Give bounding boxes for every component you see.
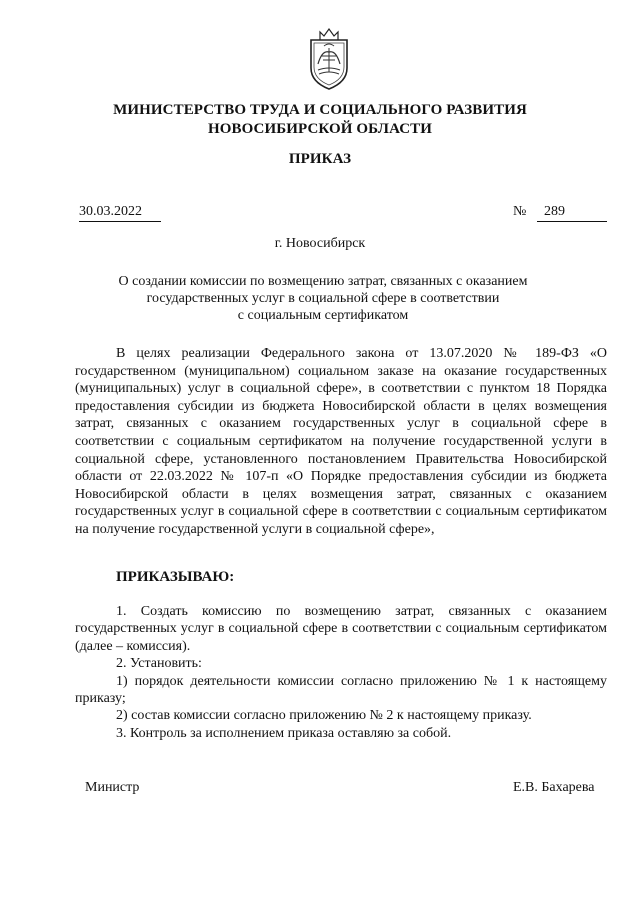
signatory-position: Министр xyxy=(85,780,140,795)
ministry-name xyxy=(60,101,580,139)
signatory-name: Е.В. Бахарева xyxy=(513,780,595,795)
subject-line-2: государственных услуг в социальной сфере в соответствии xyxy=(146,291,500,306)
order-item: 2) состав комиссии согласно приложению № 2 к настоящему приказу. xyxy=(116,708,532,724)
number-sign: № xyxy=(513,204,527,219)
order-word: ПРИКАЗЫВАЮ: xyxy=(116,569,235,585)
subject-line-1: О создании комиссии по возмещению затрат, связанных с оказанием xyxy=(118,274,528,289)
subject-line-3: с социальным сертификатом xyxy=(237,308,409,323)
order-item: 1) порядок деятельности комиссии согласно приложению № 1 к настоящему приказу; xyxy=(75,673,607,707)
order-items xyxy=(75,603,607,742)
city: г. Новосибирск xyxy=(274,236,366,251)
document-number: 289 xyxy=(544,204,565,219)
date-underline xyxy=(79,221,161,222)
preamble-paragraph: В целях реализации Федерального закона от 13.07.2020 № 189-ФЗ «О государственном (муниципальном) социальном заказе на оказание государственных (муниципальных) услуг в социальной сфере», в соответствии с пунктом 18 Порядка предоставления субсидии из бюджета Новосибирской области в целях возмещения затрат, связанных с оказанием государственных услуг в социальной сфере в соответствии с социальным сертификатом на получение государственной услуги в социальной сфере, установленного постановлением Правительства Новосибирской области от 22.03.2022 № 107-п «О Порядке предоставления субсидии из бюджета Новосибирской области в целях возмещения затрат, связанных с оказанием государственных услуг в социальной сфере в соответствии с социальным сертификатом на получение государственной услуги в социальной сфере», xyxy=(75,346,607,537)
order-item: 2. Установить: xyxy=(116,656,202,672)
document-type: ПРИКАЗ xyxy=(288,151,352,167)
document-subject xyxy=(100,273,546,324)
order-item: 3. Контроль за исполнением приказа оставляю за собой. xyxy=(116,725,452,741)
ministry-name-line-1: МИНИСТЕРСТВО ТРУДА И СОЦИАЛЬНОГО РАЗВИТИЯ xyxy=(113,102,527,118)
ministry-name-line-2: НОВОСИБИРСКОЙ ОБЛАСТИ xyxy=(207,121,433,137)
number-underline xyxy=(537,221,607,222)
document-date: 30.03.2022 xyxy=(79,204,142,219)
coat-of-arms-emblem xyxy=(306,26,352,92)
order-item: 1. Создать комиссию по возмещению затрат, связанных с оказанием государственных услуг в социальной сфере в соответствии с социальным сертификатом (далее – комиссия). xyxy=(75,604,607,654)
